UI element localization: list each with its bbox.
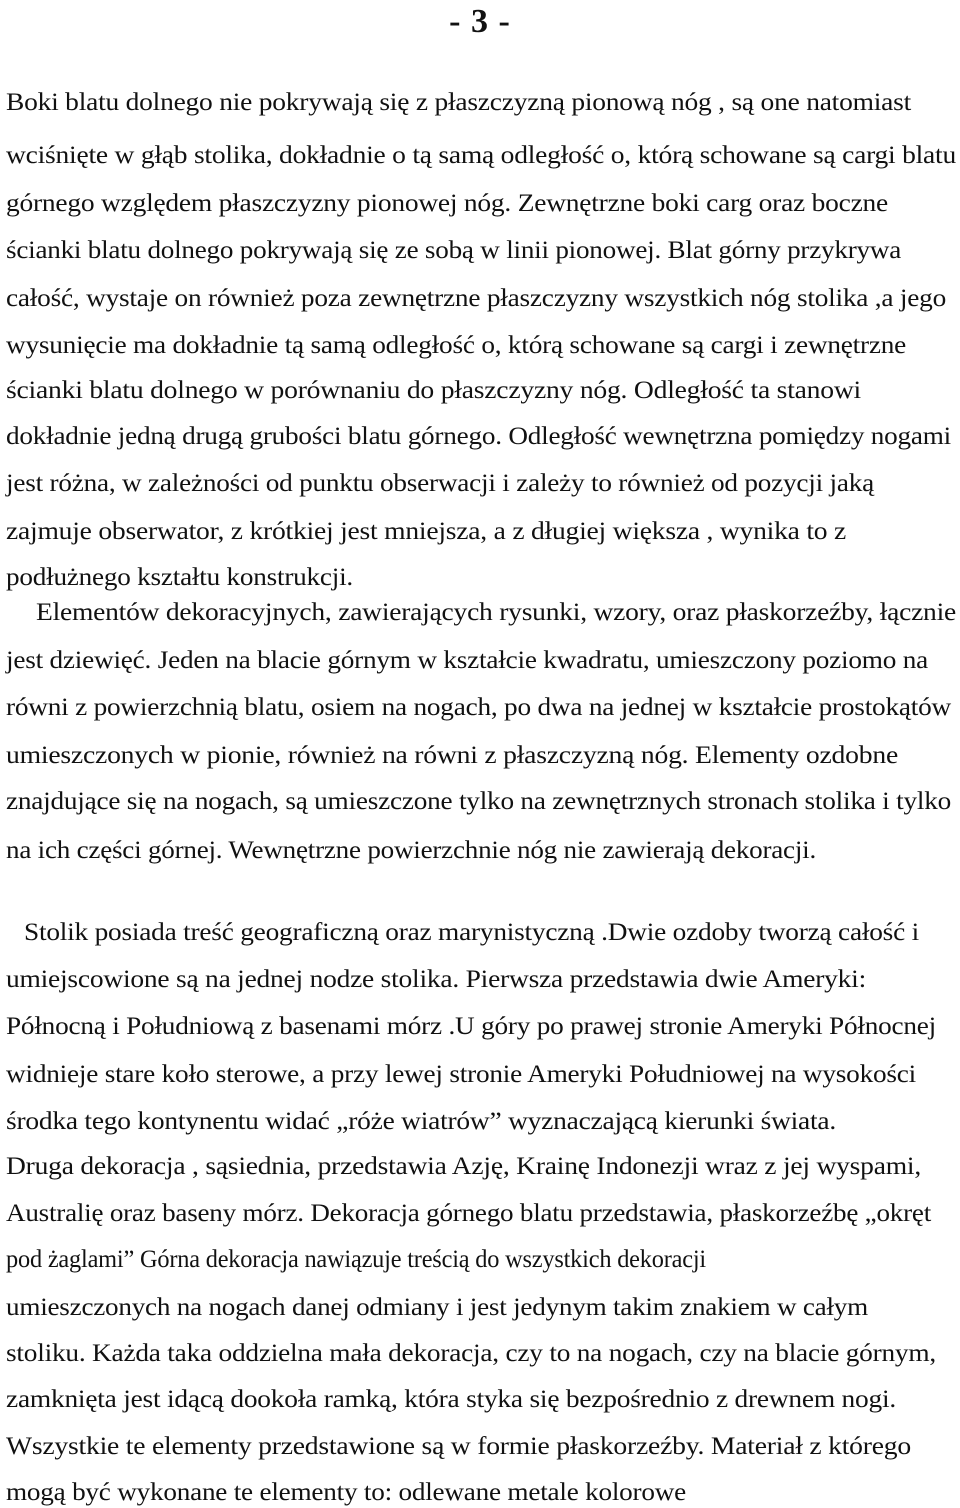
text-line: zamknięta jest idącą dookoła ramką, która styka się bezpośrednio z drewnem nogi. xyxy=(6,1386,897,1413)
text-line: dokładnie jedną drugą grubości blatu górnego. Odległość wewnętrzna pomiędzy nogami xyxy=(6,423,951,450)
text-line: umieszczonych na nogach danej odmiany i jest jedynym takim znakiem w całym xyxy=(6,1294,868,1321)
text-line: Wszystkie te elementy przedstawione są w formie płaskorzeźby. Materiał z którego xyxy=(6,1433,911,1460)
page-number: - 3 - xyxy=(449,3,511,40)
text-line: na ich części górnej. Wewnętrzne powierzchnie nóg nie zawierają dekoracji. xyxy=(6,837,816,864)
text-line: Boki blatu dolnego nie pokrywają się z płaszczyzną pionową nóg , są one natomiast xyxy=(6,89,911,116)
text-line: Australię oraz baseny mórz. Dekoracja górnego blatu przedstawia, płaskorzeźbę „okręt xyxy=(6,1200,931,1227)
text-line: Stolik posiada treść geograficzną oraz marynistyczną .Dwie ozdoby tworzą całość i xyxy=(24,919,920,946)
text-line: jest dziewięć. Jeden na blacie górnym w kształcie kwadratu, umieszczony poziomo na xyxy=(6,647,928,674)
text-line: całość, wystaje on również poza zewnętrzne płaszczyzny wszystkich nóg stolika ,a jego xyxy=(6,285,946,312)
text-line: stoliku. Każda taka oddzielna mała dekoracja, czy to na nogach, czy na blacie górnym, xyxy=(6,1340,936,1367)
text-line: zajmuje obserwator, z krótkiej jest mniejsza, a z długiej większa , wynika to z xyxy=(6,518,846,545)
text-line: mogą być wykonane te elementy to: odlewane metale kolorowe xyxy=(6,1479,686,1506)
text-line: jest różna, w zależności od punktu obserwacji i zależy to również od pozycji jaką xyxy=(6,470,874,497)
text-line: środka tego kontynentu widać „róże wiatrów” wyznaczającą kierunki świata. xyxy=(6,1108,837,1135)
text-line: Północną i Południową z basenami mórz .U góry po prawej stronie Ameryki Północnej xyxy=(6,1013,936,1040)
text-line: Druga dekoracja , sąsiednia, przedstawia Azję, Krainę Indonezji wraz z jej wyspami, xyxy=(6,1153,922,1180)
text-line: wciśnięte w głąb stolika, dokładnie o tą samą odległość o, którą schowane są cargi blatu xyxy=(6,142,956,169)
text-line: górnego względem płaszczyzny pionowej nóg. Zewnętrzne boki carg oraz boczne xyxy=(6,190,888,217)
text-line: umiejscowione są na jednej nodze stolika. Pierwsza przedstawia dwie Ameryki: xyxy=(6,966,867,993)
text-line: ścianki blatu dolnego w porównaniu do płaszczyzny nóg. Odległość ta stanowi xyxy=(6,377,861,404)
text-line: podłużnego kształtu konstrukcji. xyxy=(6,564,354,591)
text-line: równi z powierzchnią blatu, osiem na nogach, po dwa na jednej w kształcie prostokątów xyxy=(6,694,951,721)
text-line: pod żaglami” Górna dekoracja nawiązuje treścią do wszystkich dekoracji xyxy=(6,1246,706,1273)
text-line: widnieje stare koło sterowe, a przy lewej stronie Ameryki Południowej na wysokości xyxy=(6,1061,916,1088)
text-line: znajdujące się na nogach, są umieszczone tylko na zewnętrznych stronach stolika i tylko xyxy=(6,788,951,815)
text-line: wysunięcie ma dokładnie tą samą odległość o, którą schowane są cargi i zewnętrzne xyxy=(6,332,906,359)
text-line: umieszczonych w pionie, również na równi z płaszczyzną nóg. Elementy ozdobne xyxy=(6,742,898,769)
text-line: ścianki blatu dolnego pokrywają się ze sobą w linii pionowej. Blat górny przykrywa xyxy=(6,237,901,264)
text-line: Elementów dekoracyjnych, zawierających rysunki, wzory, oraz płaskorzeźby, łącznie xyxy=(36,599,956,626)
